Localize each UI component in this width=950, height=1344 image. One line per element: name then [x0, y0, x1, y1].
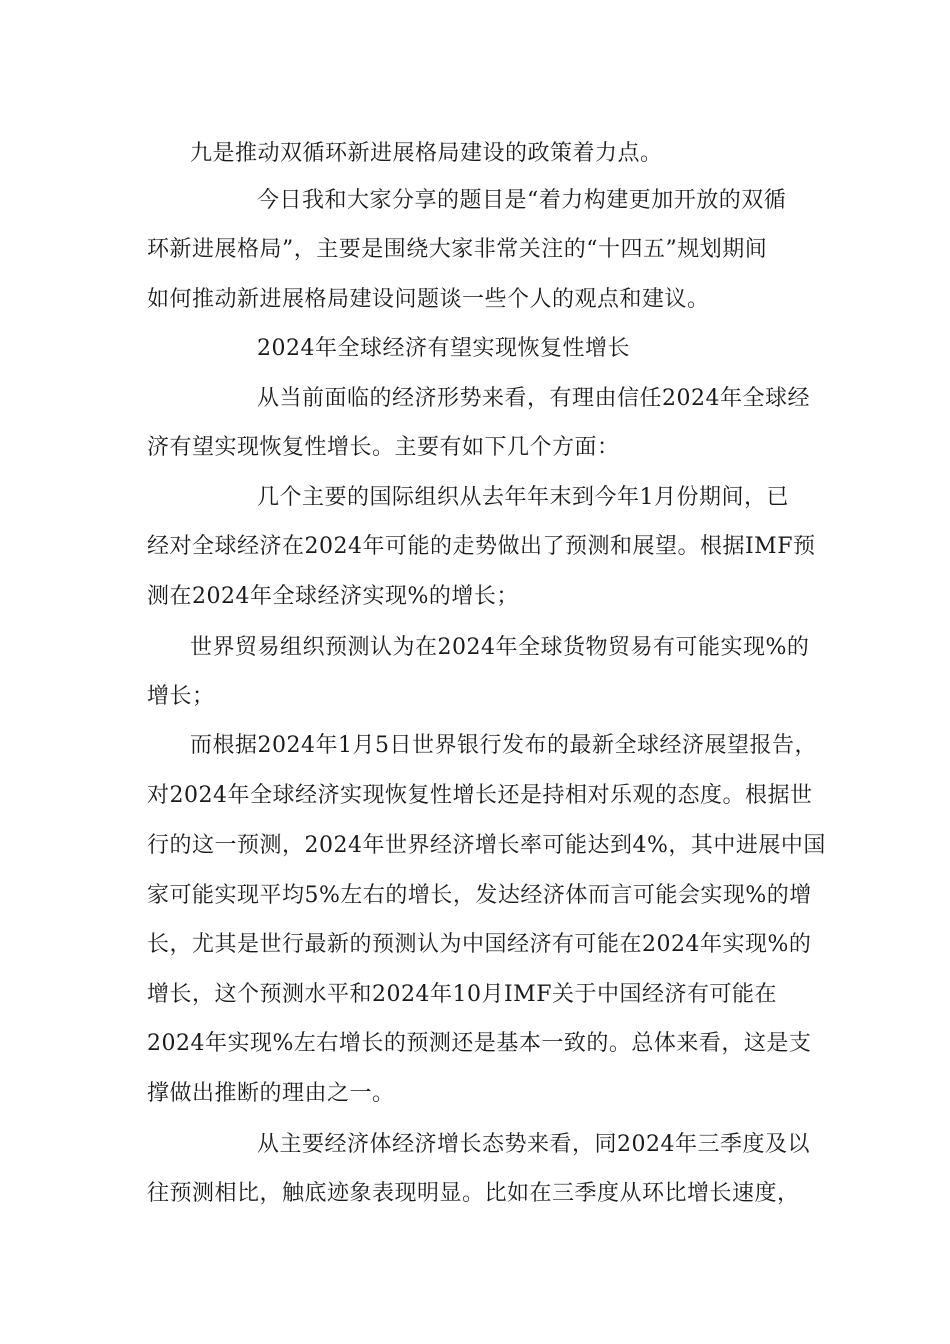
- text-line: 环新进展格局”，主要是围绕大家非常关注的“十四五”规划期间: [147, 237, 768, 262]
- text-line: 从当前面临的经济形势来看，有理由信任2024年全球经: [257, 386, 810, 411]
- text-line: 增长；: [147, 684, 215, 709]
- text-line: 2024年实现%左右增长的预测还是基本一致的。总体来看，这是支: [147, 1031, 812, 1056]
- text-line: 测在2024年全球经济实现%的增长；: [147, 584, 519, 609]
- text-line: 家可能实现平均5%左右的增长，发达经济体而言可能会实现%的增: [147, 883, 812, 908]
- text-line: 九是推动双循环新进展格局建设的政策着力点。: [190, 141, 663, 166]
- text-line: 撑做出推断的理由之一。: [147, 1081, 395, 1106]
- text-line: 济有望实现恢复性增长。主要有如下几个方面：: [147, 435, 620, 460]
- text-line: 经对全球经济在2024年可能的走势做出了预测和展望。根据IMF预: [147, 534, 816, 559]
- text-line: 对2024年全球经济实现恢复性增长还是持相对乐观的态度。根据世: [147, 783, 813, 808]
- text-line: 往预测相比，触底迹象表现明显。比如在三季度从环比增长速度，: [147, 1181, 800, 1206]
- text-line: 从主要经济体经济增长态势来看，同2024年三季度及以: [257, 1132, 810, 1157]
- text-line: 如何推动新进展格局建设问题谈一些个人的观点和建议。: [147, 287, 710, 312]
- text-line: 长，尤其是世行最新的预测认为中国经济有可能在2024年实现%的: [147, 932, 812, 957]
- section-heading: 2024年全球经济有望实现恢复性增长: [257, 336, 630, 361]
- text-line: 几个主要的国际组织从去年年末到今年1月份期间，已: [257, 485, 789, 510]
- text-line: 今日我和大家分享的题目是“着力构建更加开放的双循: [257, 188, 787, 213]
- text-line: 行的这一预测，2024年世界经济增长率可能达到4%，其中进展中国: [147, 833, 826, 858]
- text-line: 增长，这个预测水平和2024年10月IMF关于中国经济有可能在: [147, 982, 777, 1007]
- text-line: 而根据2024年1月5日世界银行发布的最新全球经济展望报告，: [190, 733, 817, 758]
- text-line: 世界贸易组织预测认为在2024年全球货物贸易有可能实现%的: [190, 635, 810, 660]
